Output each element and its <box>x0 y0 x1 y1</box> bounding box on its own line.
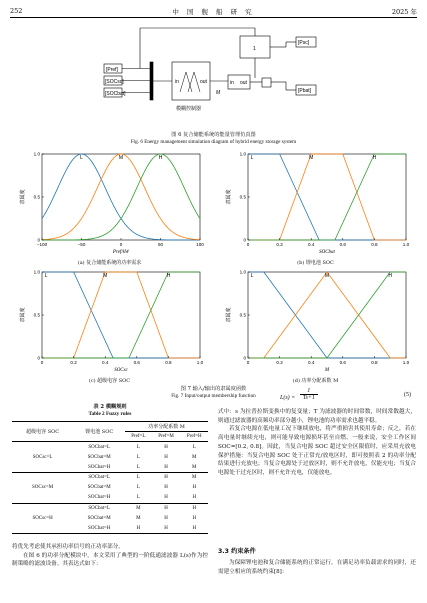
x-tick-label: 0.2 <box>70 360 77 365</box>
series-line-L <box>42 272 200 358</box>
table-cell: L <box>125 462 151 472</box>
table-cell: H <box>152 523 181 533</box>
table-cell: H <box>164 454 168 460</box>
y-tick-label: 0 <box>37 237 40 243</box>
chart-d <box>218 266 413 384</box>
curve-label-M: M <box>324 273 330 279</box>
journal-name: 中 国 舰 船 研 究 <box>172 8 255 16</box>
table-cell: H <box>192 515 197 521</box>
table-cell: 锂电池 SOC <box>73 422 125 442</box>
x-tick-label: 1.0 <box>402 360 410 365</box>
series-line-H <box>248 272 406 358</box>
figure-7-caption-en: Fig. 7 Input/output membership function <box>171 393 256 399</box>
series-line-M <box>248 272 406 358</box>
plot-frame <box>42 272 200 358</box>
table-row <box>12 472 208 482</box>
table-cell: SOCbat=M <box>87 515 111 521</box>
series-line-M <box>42 154 200 240</box>
x-tick-label: 0.6 <box>339 360 346 365</box>
y-tick-label: 1.0 <box>239 269 246 275</box>
table-header-row <box>12 422 208 432</box>
y-axis-label: 隶属度 <box>20 189 26 205</box>
table-cell: H <box>152 462 181 472</box>
table-cell: H <box>125 523 151 533</box>
curve-label-M: M <box>103 273 108 279</box>
chart-c-caption: (c) 超级电容 SOC <box>88 378 131 384</box>
paragraph: 为保障锂电池和复合储能系统的正常运行，在满足功率负载需求的同时，还需建立相应的系统约束[8]： <box>218 560 416 575</box>
y-tick-label: 0.5 <box>239 312 246 318</box>
x-tick-label: 0 <box>40 360 44 365</box>
curve-label-L: L <box>250 155 254 161</box>
x-tick-label: 0.6 <box>339 242 346 247</box>
curve-label-H: H <box>388 273 393 279</box>
table-cell: 超级电容 SOC <box>12 422 73 442</box>
plot-frame <box>248 154 406 240</box>
plot-frame <box>42 154 200 240</box>
curve-label-M: M <box>309 155 314 161</box>
table-cell: H <box>152 493 181 503</box>
paragraph: 式中：s 为拉普拉斯变换中的复变量；T 为滤波器的时间常数，时间常数越大，则通过滤波器的高频功率部分越小，锂电池的功率需求也越平稳。 <box>218 409 416 424</box>
chart-c-plot <box>12 266 207 384</box>
output-tag-psc: [Psc] <box>298 40 310 46</box>
series-line-L <box>248 154 406 240</box>
equation-numerator: 1 <box>300 388 318 395</box>
y-tick-label: 1.0 <box>33 269 40 275</box>
table-cell: M <box>192 454 197 460</box>
y-tick-label: 0 <box>37 355 40 361</box>
x-axis-label: M <box>324 368 330 373</box>
series-line-H <box>42 154 200 240</box>
figure-6-caption-en: Fig. 6 Energy management simulation diagram of hybrid energy storage system <box>130 139 297 145</box>
y-axis-label: 隶属度 <box>226 307 232 323</box>
series-line-L <box>248 272 406 358</box>
table-cell: M <box>136 505 141 511</box>
constant-one: 1 <box>253 46 256 52</box>
figure-7-caption-cn: 图 7 输入/输出的隶属度函数 <box>180 386 247 392</box>
y-tick-label: 0.5 <box>33 194 40 200</box>
table-cell: H <box>192 505 197 511</box>
x-tick-label: 0.4 <box>308 360 315 365</box>
table-cell: H <box>164 444 168 450</box>
series-line-M <box>42 272 200 358</box>
table-cell: H <box>164 515 168 521</box>
table-2-title-en: Table 2 Fuzzy rules <box>88 411 132 417</box>
table-cell: H <box>181 523 208 533</box>
x-tick-label: 0.4 <box>308 242 315 247</box>
fuzzy-in-port: in <box>175 79 179 85</box>
x-tick-label: 100 <box>196 242 204 247</box>
paragraph: 将优先考虑使其承担功率信号的正功率部分。 <box>12 544 124 550</box>
running-header <box>10 6 417 18</box>
equation-lhs: L(s) = <box>280 394 296 401</box>
table-cell: L <box>136 475 140 481</box>
section-heading: 3.3 约束条件 <box>218 548 256 555</box>
table-cell: SOCsc=M <box>12 472 73 503</box>
right-column-text-2 <box>218 559 416 576</box>
x-axis-label: SOCbat <box>319 250 335 255</box>
table-cell: SOCbat=H <box>73 523 125 533</box>
x-tick-label: 0.4 <box>102 360 109 365</box>
table-cell: H <box>192 485 197 491</box>
x-tick-label: 0.2 <box>276 242 283 247</box>
input-tag-socsc: [SOCsc] <box>105 79 124 85</box>
curve-label-H: H <box>166 273 171 279</box>
table-cell: SOCbat=M <box>87 454 111 460</box>
equation-5 <box>280 388 318 401</box>
y-tick-label: 0.5 <box>33 312 40 318</box>
fuzzy-out-port: out <box>200 79 207 85</box>
x-tick-label: 0.8 <box>371 360 378 365</box>
table-cell: SOCbat=H <box>73 493 125 503</box>
paragraph: 若复合电源在低电量工况下继续放电，将严重损害其使用寿命；反之，若在高电量时继续充电，则可能导致电源损坏甚至自燃。一般来说，安全工作区间 SOC=[0.2, 0.8]。因此，当复合电源 SOC 超过安全区限值时，应采用充放电保护措施：当复合电源 SOC 处于正常充/放电区时，即可按照表 2 的功率分配结果进行充放电；当复合电源处于过放区时，则不允许放电，仅能充电；当复合电源处于过充区时，则不允许充电，仅能放电。 <box>218 426 416 476</box>
x-tick-label: 0.8 <box>371 242 378 247</box>
figure-6-caption-cn: 图 6 复合储能系统的能量管理仿真图 <box>171 132 256 138</box>
table-cell: M <box>136 515 141 521</box>
x-tick-label: 50 <box>157 242 164 247</box>
table-2-title-cn: 表 2 模糊规则 <box>93 404 127 410</box>
x-tick-label: 1.0 <box>196 360 204 365</box>
series-line-H <box>248 154 406 240</box>
gain-out-port: out <box>240 80 247 86</box>
curve-label-L: L <box>250 273 254 279</box>
chart-c <box>12 266 207 384</box>
signal-m-label: M <box>216 90 221 96</box>
chart-b-caption: (b) 锂电池 SOC <box>297 260 334 266</box>
table-cell: SOCsc=H <box>12 503 73 534</box>
series-line-M <box>248 154 406 240</box>
y-axis-label: 隶属度 <box>226 189 232 205</box>
fuzzy-controller-label: 模糊控制器 <box>176 106 202 112</box>
table-cell: Pref=L <box>125 432 151 442</box>
table-cell: H <box>164 505 168 511</box>
table-cell: L <box>125 493 151 503</box>
y-tick-label: 0 <box>243 237 246 243</box>
table-cell: H <box>164 485 168 491</box>
gain-in-port: in <box>230 80 234 86</box>
chart-a <box>12 148 207 266</box>
left-column-text <box>12 543 208 569</box>
plot-frame <box>248 272 406 358</box>
curve-label-H: H <box>158 155 163 161</box>
x-tick-label: 1.0 <box>402 242 410 247</box>
table-cell: L <box>136 454 140 460</box>
table-cell: SOCsc=L <box>12 442 73 473</box>
chart-b <box>218 148 413 266</box>
table-cell: 功率分配系数 M <box>125 422 208 432</box>
table-cell: M <box>181 462 208 472</box>
output-tag-pbat: [Pbat] <box>298 88 312 94</box>
x-tick-label: 0.2 <box>276 360 283 365</box>
chart-d-plot <box>218 266 413 384</box>
y-tick-label: 0.5 <box>239 194 246 200</box>
table-2-title <box>10 404 210 418</box>
table-cell: H <box>181 493 208 503</box>
y-axis-label: 隶属度 <box>20 307 26 323</box>
x-tick-label: 0 <box>246 360 250 365</box>
table-cell: SOCbat=L <box>88 475 111 481</box>
chart-b-plot <box>218 148 413 266</box>
table-cell: L <box>192 444 196 450</box>
curve-label-H: H <box>372 155 377 161</box>
x-tick-label: 0.8 <box>165 360 172 365</box>
table-cell: M <box>192 475 197 481</box>
right-column-text <box>218 408 416 478</box>
curve-label-L: L <box>44 273 48 279</box>
equation-number: (5) <box>404 392 411 398</box>
table-cell: L <box>136 485 140 491</box>
table-cell: SOCbat=L <box>88 505 111 511</box>
x-axis-label: Pref/kW <box>112 250 130 255</box>
table-cell: Pref=M <box>152 432 181 442</box>
x-axis-label: SOCsc <box>114 368 128 373</box>
table-cell: L <box>136 444 140 450</box>
y-tick-label: 1.0 <box>33 151 40 157</box>
series-line-H <box>42 272 200 358</box>
chart-a-plot <box>12 148 207 266</box>
chart-a-caption: (a) 复合储能系统的功率需求 <box>77 260 142 266</box>
x-tick-label: 0 <box>246 242 250 247</box>
table-cell: H <box>164 475 168 481</box>
curve-label-M: M <box>118 155 124 161</box>
table-cell: SOCbat=L <box>88 444 111 450</box>
input-tag-pref: [Pref] <box>106 67 118 73</box>
paragraph: 在图 6 的功率分配模块中，本文采用了典型的一阶低通滤波器 L(s)作为控制策略的滤波设备。其表达式如下： <box>12 552 208 568</box>
table-row <box>12 503 208 513</box>
table-cell: SOCbat=H <box>73 462 125 472</box>
equation-denominator: Ts+1 <box>302 395 315 401</box>
simulation-diagram <box>100 20 330 130</box>
table-row <box>12 442 208 452</box>
table-cell: Pref=H <box>181 432 208 442</box>
input-tag-socbat: [SOCbat] <box>105 91 126 97</box>
fuzzy-rules-table <box>12 421 208 534</box>
chart-d-caption: (d) 功率分配系数 M <box>292 378 339 384</box>
figure-6-caption <box>10 132 417 146</box>
figure-7-caption <box>10 386 417 400</box>
table-cell: SOCbat=M <box>87 485 111 491</box>
curve-label-L: L <box>80 155 83 161</box>
x-tick-label: 0 <box>119 242 123 247</box>
x-tick-label: −100 <box>36 242 48 247</box>
x-tick-label: −50 <box>77 242 86 247</box>
y-tick-label: 0 <box>243 355 246 361</box>
y-tick-label: 1.0 <box>239 151 246 157</box>
year: 2025 年 <box>391 8 417 16</box>
page-number: 252 <box>10 7 23 15</box>
x-tick-label: 0.6 <box>133 360 140 365</box>
series-line-L <box>42 154 200 240</box>
